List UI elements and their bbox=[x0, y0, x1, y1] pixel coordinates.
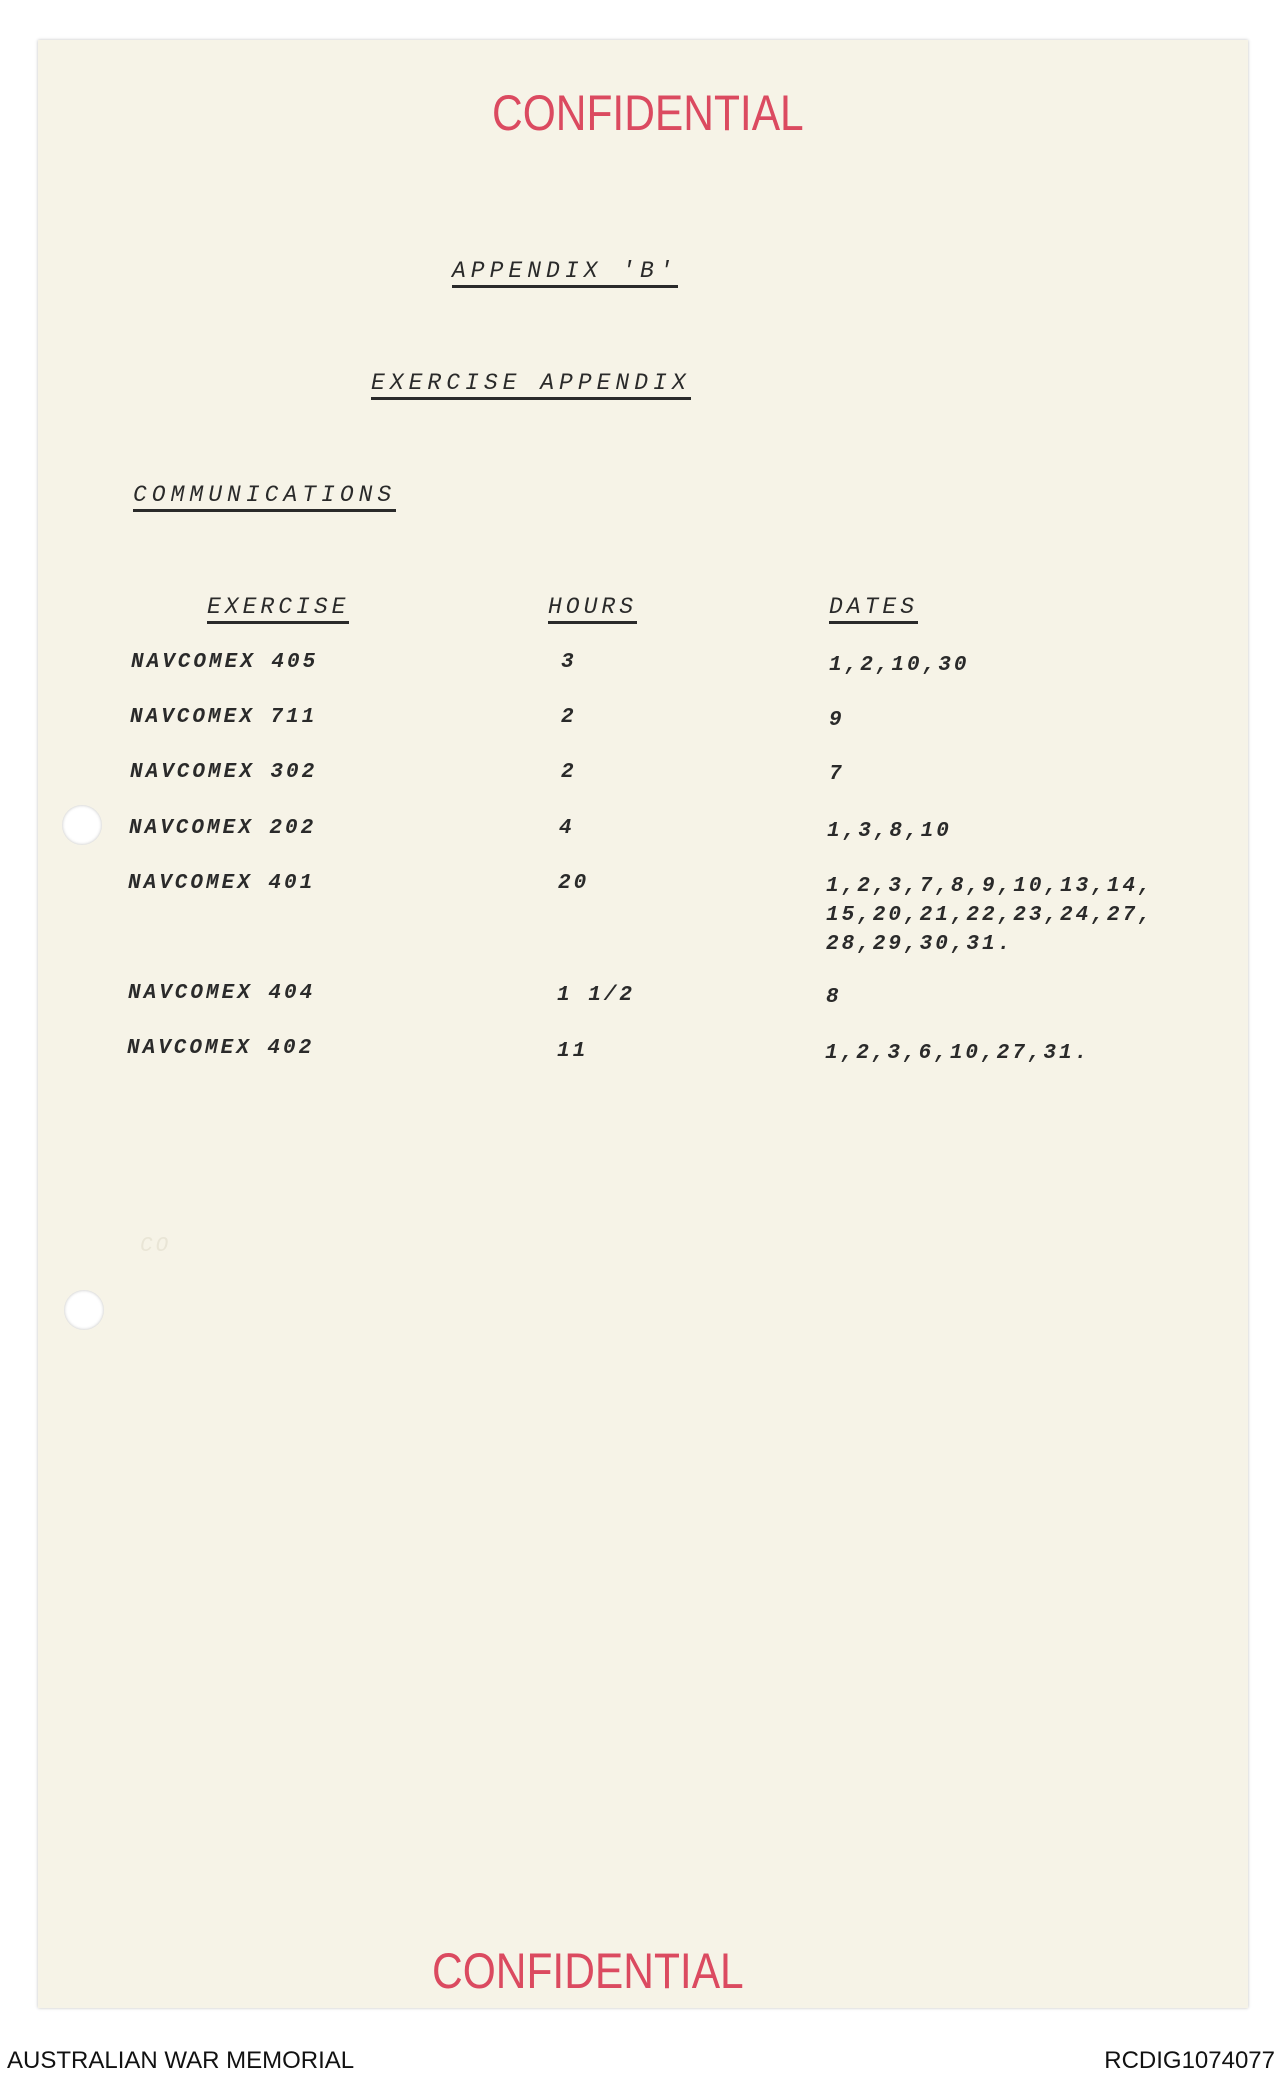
archive-reference: RCDIG1074077 bbox=[1104, 2047, 1275, 2074]
table-row-dates: 7 bbox=[829, 763, 845, 786]
table-row-dates-continued: 28,29,30,31. bbox=[826, 933, 1014, 956]
table-row-dates: 8 bbox=[826, 986, 842, 1009]
punch-hole-top bbox=[62, 805, 102, 845]
table-row-exercise: NAVCOMEX 405 bbox=[131, 651, 319, 674]
table-row-hours: 2 bbox=[561, 706, 577, 729]
table-row-hours: 3 bbox=[561, 651, 577, 674]
table-row-exercise: NAVCOMEX 404 bbox=[128, 982, 316, 1005]
table-row-dates-continued: 15,20,21,22,23,24,27, bbox=[826, 904, 1154, 927]
table-row-exercise: NAVCOMEX 401 bbox=[128, 872, 316, 895]
punch-hole-bottom bbox=[64, 1290, 104, 1330]
section-heading: COMMUNICATIONS bbox=[133, 482, 396, 512]
table-row-hours: 4 bbox=[559, 817, 575, 840]
table-row-hours: 20 bbox=[558, 872, 590, 895]
table-row-exercise: NAVCOMEX 302 bbox=[130, 761, 318, 784]
table-row-exercise: NAVCOMEX 402 bbox=[127, 1037, 315, 1060]
confidential-stamp-top: CONFIDENTIAL bbox=[492, 85, 804, 141]
table-row-hours: 11 bbox=[557, 1040, 589, 1063]
document-page bbox=[38, 40, 1248, 2008]
table-row-hours: 1 1/2 bbox=[557, 984, 636, 1007]
table-row-dates: 1,2,3,7,8,9,10,13,14, bbox=[826, 875, 1154, 898]
table-row-dates: 1,3,8,10 bbox=[827, 820, 952, 843]
column-header-hours: HOURS bbox=[548, 594, 637, 624]
table-row-dates: 1,2,10,30 bbox=[829, 654, 970, 677]
archive-credit: AUSTRALIAN WAR MEMORIAL bbox=[7, 2047, 355, 2074]
table-row-hours: 2 bbox=[561, 761, 577, 784]
table-row-exercise: NAVCOMEX 202 bbox=[129, 817, 317, 840]
show-through-text: CO bbox=[140, 1235, 172, 1258]
table-row-dates: 1,2,3,6,10,27,31. bbox=[825, 1042, 1091, 1065]
appendix-title: APPENDIX 'B' bbox=[452, 258, 678, 288]
column-header-dates: DATES bbox=[829, 594, 918, 624]
document-subtitle: EXERCISE APPENDIX bbox=[371, 370, 691, 400]
confidential-stamp-bottom: CONFIDENTIAL bbox=[432, 1943, 744, 1999]
table-row-exercise: NAVCOMEX 711 bbox=[130, 706, 318, 729]
column-header-exercise: EXERCISE bbox=[207, 594, 349, 624]
table-row-dates: 9 bbox=[829, 709, 845, 732]
